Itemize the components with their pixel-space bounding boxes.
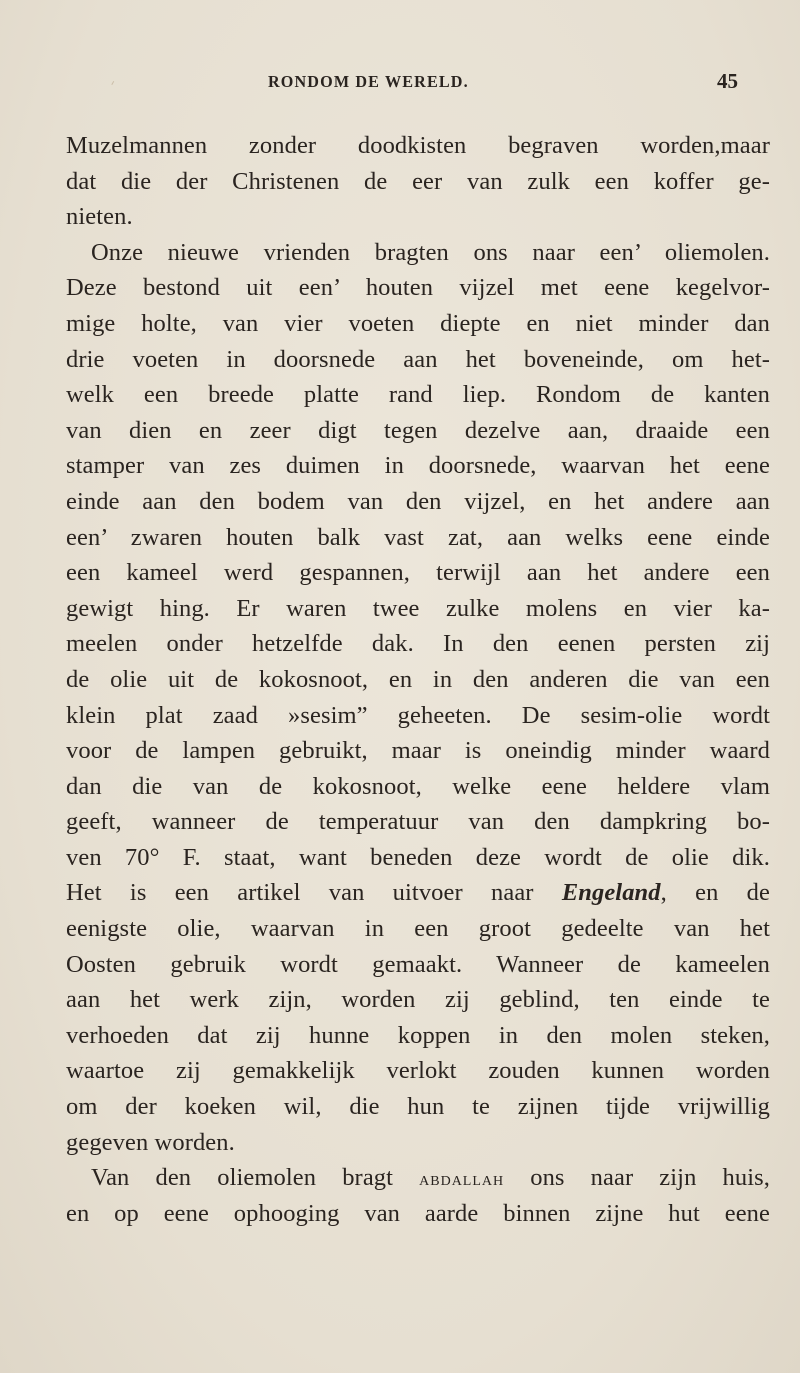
text-line: drie voeten in doorsnede aan het boveneinde, om het- bbox=[66, 345, 770, 373]
text-line: meelen onder hetzelfde dak. In den eenen persten zij bbox=[66, 630, 770, 658]
text-line: stamper van zes duimen in doorsnede, waarvan het eene bbox=[66, 452, 770, 480]
body-text bbox=[66, 128, 770, 1231]
text-line: een’ zwaren houten balk vast zat, aan welks eene einde bbox=[66, 523, 770, 551]
text-line: eenigste olie, waarvan in een groot gedeelte van het bbox=[66, 915, 770, 943]
text-line: gewigt hing. Er waren twee zulke molens en vier ka- bbox=[66, 594, 770, 622]
running-head: RONDOM DE WERELD. bbox=[268, 72, 469, 91]
paper-mark bbox=[111, 81, 117, 87]
text-segment: Van den oliemolen bragt bbox=[91, 1164, 420, 1192]
text-line: om der koeken wil, die hun te zijnen tijde vrijwillig bbox=[66, 1093, 770, 1121]
text-line: ven 70° F. staat, want beneden deze wordt de olie dik. bbox=[66, 843, 770, 871]
text-line: dan die van de kokosnoot, welke eene heldere vlam bbox=[66, 772, 770, 800]
smallcaps-name: abdallah bbox=[419, 1168, 505, 1191]
text-line: een kameel werd gespannen, terwijl aan het andere een bbox=[66, 559, 770, 587]
text-line: Onze nieuwe vrienden bragten ons naar een’ oliemolen. bbox=[91, 238, 770, 266]
page-header bbox=[268, 69, 738, 102]
text-line: aan het werk zijn, worden zij geblind, ten einde te bbox=[66, 986, 770, 1014]
text-line: mige holte, van vier voeten diepte en niet minder dan bbox=[66, 309, 770, 337]
text-line-with-smallcaps bbox=[66, 1160, 770, 1196]
text-line: en op eene ophooging van aarde binnen zijne hut eene bbox=[66, 1199, 770, 1227]
text-line-with-italic bbox=[66, 875, 770, 911]
text-line: Muzelmannen zonder doodkisten begraven worden,maar bbox=[66, 132, 770, 159]
text-line: einde aan den bodem van den vijzel, en het andere aan bbox=[66, 487, 770, 515]
text-line: welk een breede platte rand liep. Rondom de kanten bbox=[66, 381, 770, 409]
text-line: de olie uit de kokosnoot, en in den anderen die van een bbox=[66, 665, 770, 693]
text-line: gegeven worden. bbox=[66, 1128, 235, 1156]
page-number: 45 bbox=[717, 69, 738, 93]
text-line: van dien en zeer digt tegen dezelve aan, draaide een bbox=[66, 416, 770, 444]
text-line: voor de lampen gebruikt, maar is oneindig minder waard bbox=[66, 737, 770, 765]
text-line: Deze bestond uit een’ houten vijzel met eene kegelvor- bbox=[66, 274, 770, 302]
text-line: verhoeden dat zij hunne koppen in den molen steken, bbox=[66, 1021, 770, 1049]
text-line: dat die der Christenen de eer van zulk een koffer ge- bbox=[66, 167, 770, 195]
text-line: klein plat zaad »sesim” geheeten. De sesim-olie wordt bbox=[66, 701, 770, 729]
text-line: nieten. bbox=[66, 203, 133, 231]
text-segment: ons naar zijn huis, bbox=[504, 1164, 770, 1192]
text-line: Oosten gebruik wordt gemaakt. Wanneer de kameelen bbox=[66, 950, 770, 978]
text-line: geeft, wanneer de temperatuur van den dampkring bo- bbox=[66, 808, 770, 836]
text-segment: Het is een artikel van uitvoer naar bbox=[66, 879, 562, 907]
italic-place-name: Engeland bbox=[561, 879, 661, 907]
text-segment: , en de bbox=[660, 879, 770, 907]
text-line: waartoe zij gemakkelijk verlokt zouden kunnen worden bbox=[66, 1057, 770, 1085]
